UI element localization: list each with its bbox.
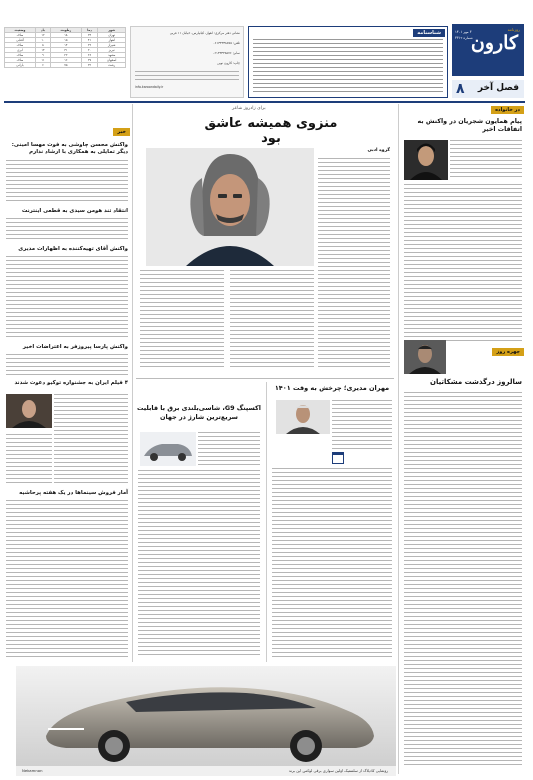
market-header-wind: باد [35, 28, 50, 33]
left-tag: خبر [113, 128, 130, 136]
right-column [402, 104, 524, 774]
contact-line-3: نمابر: ۰۶۱۳۳۳۳۸۵۷۶ [212, 51, 240, 55]
table-cell: ۱۸ [51, 33, 82, 38]
right-story1-intro [450, 140, 522, 180]
left-column [4, 104, 130, 664]
table-cell: بارانی [5, 63, 36, 68]
left-item1-title: واکنش محسن چاوشی به فوت مهسا امینی: دیگر تمایلی به همکاری با ارشاد ندارم [11, 142, 128, 155]
left-column-divider [132, 104, 133, 662]
contact-line-2: تلفن: ۰۶۱۳۳۳۳۸۵۷۵ [213, 41, 240, 45]
car-body-2 [138, 470, 260, 658]
left-item3-body [6, 256, 128, 340]
lead-body-right [318, 158, 390, 370]
table-cell: ۱۲ [35, 33, 50, 38]
masthead-logo-box [452, 24, 524, 76]
table-cell: ۱۰ [35, 38, 50, 43]
table-cell: ۱۴ [35, 48, 50, 53]
car-story [136, 382, 262, 662]
table-cell: رشت [98, 63, 126, 68]
table-cell: تهران [98, 33, 126, 38]
market-header-city: شهر [98, 28, 126, 33]
mehran-photo [276, 400, 330, 434]
table-cell: تبریز [98, 48, 126, 53]
credits-text-block [253, 39, 443, 95]
right-story1-body [404, 184, 522, 342]
contact-box [130, 26, 244, 98]
car-title: اکسپنگ G9، شاسی‌بلندی برق با قابلیت سریع‌ترین شارژ در جهان [137, 404, 261, 421]
right-column-divider [398, 104, 399, 774]
table-cell: صاف [5, 43, 36, 48]
photo-caption: رونمایی کادیلاک از سلستیک اولین سواری برقی لوکس این برند [288, 768, 388, 773]
left-item2-title: انتقاد تند هومن سیدی به قطعی اینترنت [21, 208, 128, 214]
lead-photo [146, 148, 314, 266]
lead-body-mid [230, 270, 314, 370]
lead-byline: گروه ادبی [367, 148, 390, 153]
credits-label: شناسنامه [413, 29, 445, 37]
left-item5-body-2 [6, 434, 52, 484]
table-cell: ۹ [35, 53, 50, 58]
lead-bottom-rule [136, 378, 394, 379]
right-story1-title: پیام همایون شجریان در واکنش به اتفاقات اخیر [417, 118, 522, 133]
section-header [452, 80, 524, 98]
table-cell: ۱۴ [51, 43, 82, 48]
contact-line-1: نشانی دفتر مرکزی: اهواز، کیانپارس، خیابان ۱۱ غربی [169, 31, 240, 35]
table-cell: شیراز [98, 43, 126, 48]
left-item4-body [6, 354, 128, 376]
table-cell: ۴۱ [81, 38, 98, 43]
mehran-body-1 [332, 400, 392, 452]
table-cell: ۲۷ [81, 58, 98, 63]
table-cell: اهواز [98, 38, 126, 43]
left-item1-body [6, 160, 128, 202]
table-cell: ۲۰ [81, 48, 98, 53]
contact-line-5: info.karoondaily.ir [135, 85, 164, 89]
shajarian-photo [404, 140, 448, 180]
market-header-temp: دما [81, 28, 98, 33]
photo-credit: Nekamnon [22, 768, 43, 773]
lead-kicker: برای زادروز شاعر [232, 106, 266, 111]
photo-caption-bar [16, 766, 396, 776]
lead-story [136, 104, 394, 376]
table-row [5, 58, 126, 63]
table-cell: ۱۶ [51, 58, 82, 63]
right-story2-title: سالروز درگذشت مشکاتیان [429, 378, 522, 386]
market-header-status: وضعیت [5, 28, 36, 33]
market-header-humidity: رطوبت [51, 28, 82, 33]
credits-box [248, 26, 448, 98]
left-item3-title: واکنش آقای تهیه‌کننده به اظهارات مدیری [18, 246, 128, 252]
calendar-icon [332, 452, 344, 464]
section-title: فصل آخر [477, 83, 519, 93]
masthead-issue-number: شماره ۳۳۱۲ [455, 36, 473, 40]
left-item5-title: ۴ فیلم ایران به جشنواره توکیو دعوت شدند [14, 380, 128, 386]
table-cell: ۱۵ [51, 38, 82, 43]
meshkatian-photo [404, 340, 446, 374]
left-item6-body [6, 500, 128, 660]
page-number: ۸ [456, 81, 465, 97]
xpeng-photo [140, 432, 196, 466]
table-cell: ۲۴ [81, 33, 98, 38]
contact-text-block [135, 71, 239, 83]
table-row [5, 43, 126, 48]
table-row [5, 63, 126, 68]
table-cell: صاف [5, 58, 36, 63]
right-tag-1: در خانواده [491, 106, 524, 114]
table-cell: اصفهان [98, 58, 126, 63]
table-cell: آفتابی [5, 38, 36, 43]
mid-divider [266, 382, 267, 662]
table-cell: ۳۱ [51, 48, 82, 53]
table-cell: ابری [5, 48, 36, 53]
cadillac-photo [16, 666, 396, 766]
table-cell: ۲۲ [81, 63, 98, 68]
table-cell: ۷۵ [51, 63, 82, 68]
right-tag-2: چهره روز [492, 348, 524, 356]
table-cell: ۸ [35, 43, 50, 48]
mehran-body-2 [272, 468, 392, 658]
contact-line-4: چاپ: کارون نوین [217, 61, 240, 65]
masthead-logo: کارون [470, 32, 518, 54]
table-cell: صاف [5, 53, 36, 58]
table-cell: ۱۱ [35, 58, 50, 63]
table-row [5, 33, 126, 38]
right-story2-body [404, 392, 522, 768]
table-cell: صاف [5, 33, 36, 38]
left-item5-body [54, 394, 128, 484]
car-body-1 [198, 432, 260, 466]
header-divider [4, 101, 525, 103]
table-cell: ۲۶ [81, 53, 98, 58]
table-cell: مشهد [98, 53, 126, 58]
left-item6-title: آمار فروش سینماها در یک هفته پرحاشیه [19, 490, 128, 496]
masthead-issue-date: ۳ مهر ۱۴۰۱ [455, 30, 472, 34]
table-row [5, 53, 126, 58]
table-cell: ۲۲ [51, 53, 82, 58]
masthead-logo-small: روزنامه [507, 27, 520, 32]
masthead [452, 24, 524, 76]
tokyo-photo [6, 394, 52, 428]
table-cell: ۶ [35, 63, 50, 68]
table-cell: ۲۹ [81, 43, 98, 48]
left-item4-title: واکنش پارسا پیروزفر به اعتراضات اخیر [22, 344, 128, 350]
market-table [4, 27, 126, 68]
lead-title: منزوی همیشه عاشق بود [204, 116, 338, 146]
mehran-title: مهران مدیری؛ چرخش به وقت ۱۴۰۱ [274, 384, 390, 392]
mehran-story [270, 382, 394, 662]
lead-body-left [140, 270, 224, 370]
left-item2-body [6, 218, 128, 242]
